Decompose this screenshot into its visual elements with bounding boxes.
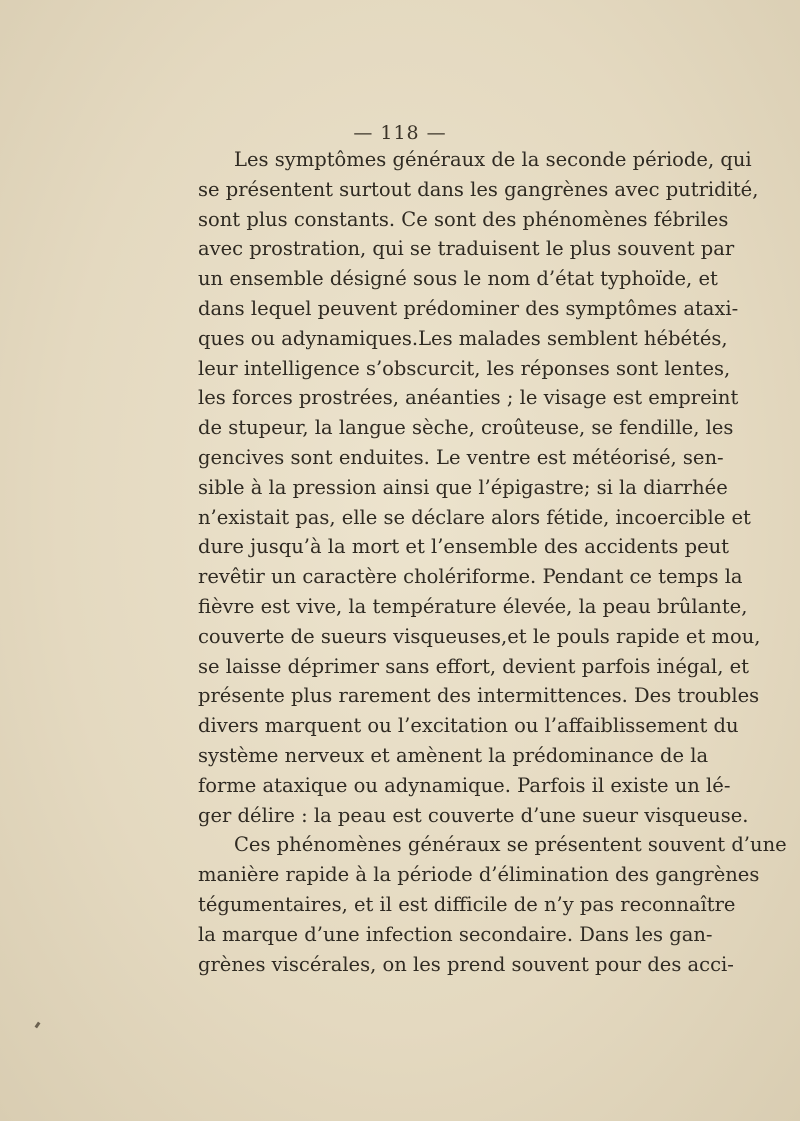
text-line: revêtir un caractère cholériforme. Pendant ce temps la bbox=[198, 565, 743, 589]
text-line: un ensemble désigné sous le nom d’état typhoïde, et bbox=[198, 267, 718, 291]
text-line: divers marquent ou l’excitation ou l’affaiblissement du bbox=[198, 714, 739, 738]
text-line: n’existait pas, elle se déclare alors fétide, incoercible et bbox=[198, 505, 751, 529]
text-line: dans lequel peuvent prédominer des symptômes ataxi- bbox=[198, 296, 739, 320]
text-line: de stupeur, la langue sèche, croûteuse, se fendille, les bbox=[198, 416, 734, 440]
text-line: système nerveux et amènent la prédominance de la bbox=[198, 743, 709, 767]
text-line: sible à la pression ainsi que l’épigastre; si la diarrhée bbox=[198, 475, 728, 499]
text-line: présente plus rarement des intermittences. Des troubles bbox=[198, 684, 760, 708]
text-line: manière rapide à la période d’élimination des gangrènes bbox=[198, 863, 760, 887]
text-line: les forces prostrées, anéanties ; le visage est empreint bbox=[198, 386, 739, 410]
text-line: Les symptômes généraux de la seconde période, qui bbox=[234, 148, 752, 171]
text-line: fièvre est vive, la température élevée, la peau brûlante, bbox=[198, 594, 748, 618]
text-line: grènes viscérales, on les prend souvent pour des acci- bbox=[198, 952, 734, 976]
page-number: — 118 — bbox=[353, 122, 447, 144]
text-line: se présentent surtout dans les gangrènes avec putridité, bbox=[198, 177, 759, 201]
body-text bbox=[198, 145, 787, 979]
text-line: se laisse déprimer sans effort, devient parfois inégal, et bbox=[198, 654, 749, 678]
text-line: ger délire : la peau est couverte d’une sueur visqueuse. bbox=[198, 803, 749, 827]
text-line: gencives sont enduites. Le ventre est météorisé, sen- bbox=[198, 445, 724, 469]
text-line: sont plus constants. Ce sont des phénomènes fébriles bbox=[198, 207, 729, 231]
text-line: ques ou adynamiques.Les malades semblent hébétés, bbox=[198, 326, 728, 350]
text-line: forme ataxique ou adynamique. Parfois il existe un lé- bbox=[198, 773, 731, 797]
text-line: leur intelligence s’obscurcit, les réponses sont lentes, bbox=[198, 356, 731, 380]
text-line: dure jusqu’à la mort et l’ensemble des accidents peut bbox=[198, 535, 730, 559]
text-line: Ces phénomènes généraux se présentent souvent d’une bbox=[234, 833, 787, 857]
text-line: tégumentaires, et il est difficile de n’y pas reconnaître bbox=[198, 892, 736, 916]
text-line: avec prostration, qui se traduisent le plus souvent par bbox=[198, 237, 735, 261]
text-line: couverte de sueurs visqueuses,et le pouls rapide et mou, bbox=[198, 624, 761, 648]
ink-mark bbox=[35, 1022, 41, 1029]
text-line: la marque d’une infection secondaire. Dans les gan- bbox=[198, 922, 713, 946]
